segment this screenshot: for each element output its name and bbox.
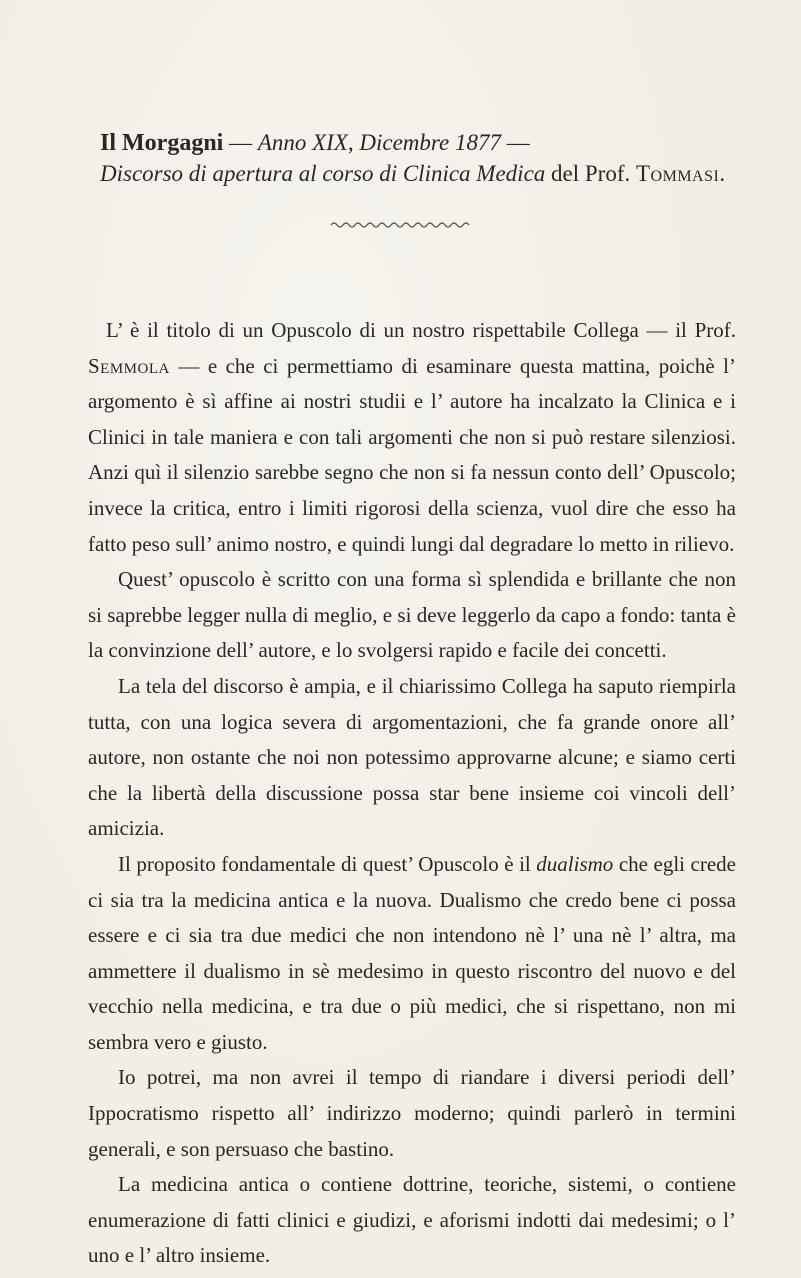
journal-name: Il Morgagni bbox=[100, 130, 224, 156]
paragraph-4 bbox=[88, 847, 736, 1061]
dash-separator-end: — bbox=[500, 130, 530, 155]
paragraph-3: La tela del discorso è ampia, e il chiarissimo Collega ha saputo riempirla tutta, con una logica severa di argomentazioni, che fa grande onore all’ autore, non ostante che noi non potessimo approvarne alcune; e siamo certi che la libertà della discussione possa star bene insieme coi vincoli dell’ amicizia. bbox=[88, 673, 736, 841]
cited-author-name: Semmola bbox=[88, 353, 170, 378]
issue-year: Anno XIX bbox=[257, 130, 348, 155]
speech-reference bbox=[100, 159, 740, 189]
paragraph-2: Quest’ opuscolo è scritto con una forma sì splendida e brillante che non si saprebbe legger nulla di meglio, e si deve leggerlo da capo a fondo: tanta è la convinzione dell’ autore, e lo svolgersi rapido e facile dei concetti. bbox=[88, 567, 736, 663]
article-body bbox=[88, 313, 736, 1274]
paragraph-4-text-a: Il proposito fondamentale di quest’ Opuscolo è il bbox=[118, 851, 537, 876]
paragraph-4-text-b: che egli crede ci sia tra la medicina antica e la nuova. Dualismo che credo bene ci possa essere e ci sia tra due medici che non intendono nè l’ una nè l’ altra, ma ammettere il dualismo in sè medesimo in questo riscontro del nuovo e del vecchio nella medicina, e tra due o più medici, che si rispettano, non mi sembra vero e giusto. bbox=[88, 851, 736, 1054]
paragraph-1 bbox=[88, 313, 736, 562]
paragraph-5: Io potrei, ma non avrei il tempo di riandare i diversi periodi dell’ Ippocratismo rispetto all’ indirizzo moderno; quindi parlerò in termini generali, e son persuaso che bastino. bbox=[88, 1065, 736, 1161]
issue-date: Dicembre 1877 bbox=[359, 130, 501, 155]
wavy-rule-ornament bbox=[330, 220, 472, 230]
author-prefix: del Prof. bbox=[545, 161, 636, 186]
page-header bbox=[100, 128, 740, 189]
comma-separator: , bbox=[347, 130, 360, 155]
journal-citation bbox=[100, 128, 740, 158]
paragraph-6: La medicina antica o contiene dottrine, teoriche, sistemi, o contiene enumerazione di fatti clinici e giudizi, e aforismi indotti dai medesimi; o l’ uno e l’ altro insieme. bbox=[88, 1172, 736, 1268]
dash-separator: — bbox=[223, 130, 258, 155]
paragraph-1-text-b: — e che ci permettiamo di esaminare questa mattina, poichè l’ argomento è sì affine ai nostri studii e l’ autore ha incalzato la Clinica e i Clinici in tale maniera e con tali argomenti che non si può restare silenziosi. Anzi quì il silenzio sarebbe segno che non si fa nessun conto dell’ Opuscolo; invece la critica, entro i limiti rigorosi della scienza, vuol dire che esso ha fatto peso sull’ animo nostro, e quindi lungi dal degradare lo metto in rilievo. bbox=[88, 353, 736, 556]
paragraph-1-text-a: L’ è il titolo di un Opuscolo di un nostro rispettabile Collega — il Prof. bbox=[106, 318, 736, 342]
emphasized-term: dualismo bbox=[536, 851, 614, 876]
author-name: Tommasi. bbox=[636, 161, 726, 186]
speech-title: Discorso di apertura al corso di Clinica Medica bbox=[100, 161, 546, 186]
